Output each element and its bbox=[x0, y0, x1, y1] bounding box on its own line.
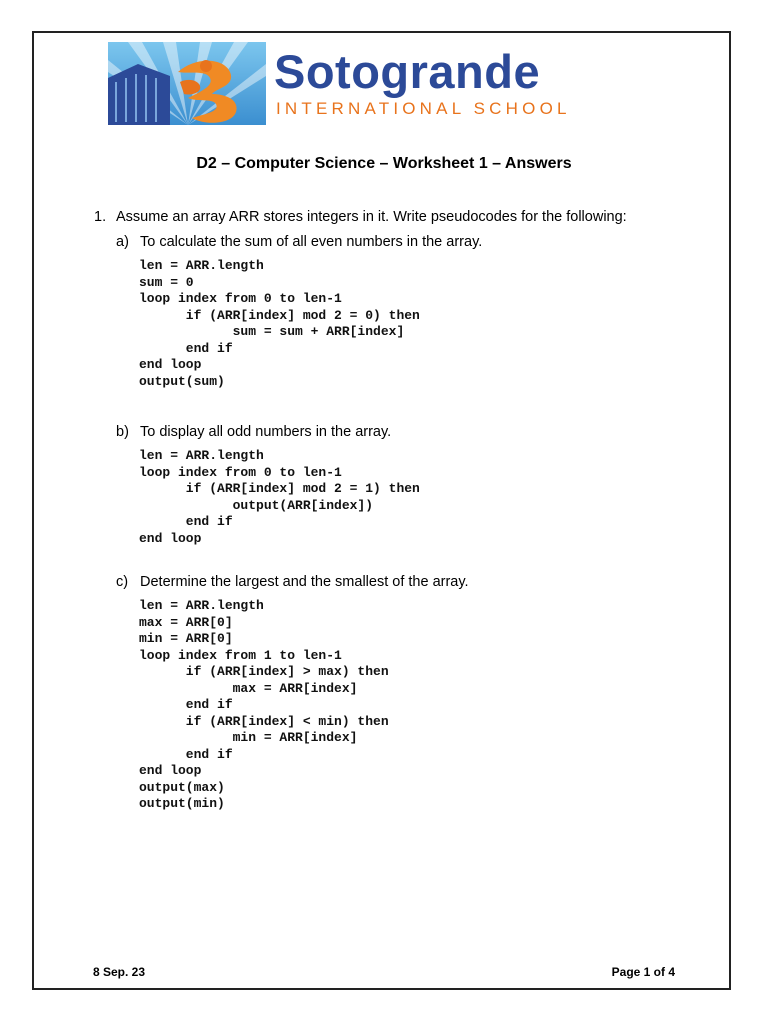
footer-date: 8 Sep. 23 bbox=[93, 965, 146, 979]
part-a-text: To calculate the sum of all even numbers in the array. bbox=[140, 234, 483, 250]
school-logo bbox=[108, 42, 663, 127]
question-text: Assume an array ARR stores integers in it. Write pseudocodes for the following: bbox=[116, 209, 627, 225]
part-b-code: len = ARR.length loop index from 0 to len-1 if (ARR[index] mod 2 = 1) then output(ARR[index]) end if end loop bbox=[139, 448, 420, 546]
logo-wordmark: Sotogrande bbox=[274, 45, 541, 98]
school-crest-icon bbox=[108, 42, 266, 125]
part-c-text: Determine the largest and the smallest of the array. bbox=[140, 574, 469, 590]
question-number: 1. bbox=[94, 209, 107, 225]
part-c-code: len = ARR.length max = ARR[0] min = ARR[0] loop index from 1 to len-1 if (ARR[index] > max) then max = ARR[index] end if if (ARR[index] < min) then min = ARR[index] end if end loop output(max) output(min) bbox=[139, 598, 389, 811]
part-a-letter: a) bbox=[116, 234, 129, 250]
footer-page-number: Page 1 of 4 bbox=[611, 965, 675, 979]
part-a-code: len = ARR.length sum = 0 loop index from 0 to len-1 if (ARR[index] mod 2 = 0) then sum = sum + ARR[index] end if end loop output(sum) bbox=[139, 258, 420, 389]
logo-subtitle: INTERNATIONAL SCHOOL bbox=[276, 99, 571, 118]
part-b-text: To display all odd numbers in the array. bbox=[140, 424, 392, 440]
part-c-letter: c) bbox=[116, 574, 129, 590]
page-title: D2 – Computer Science – Worksheet 1 – Answers bbox=[196, 155, 572, 172]
part-b-letter: b) bbox=[116, 424, 129, 440]
